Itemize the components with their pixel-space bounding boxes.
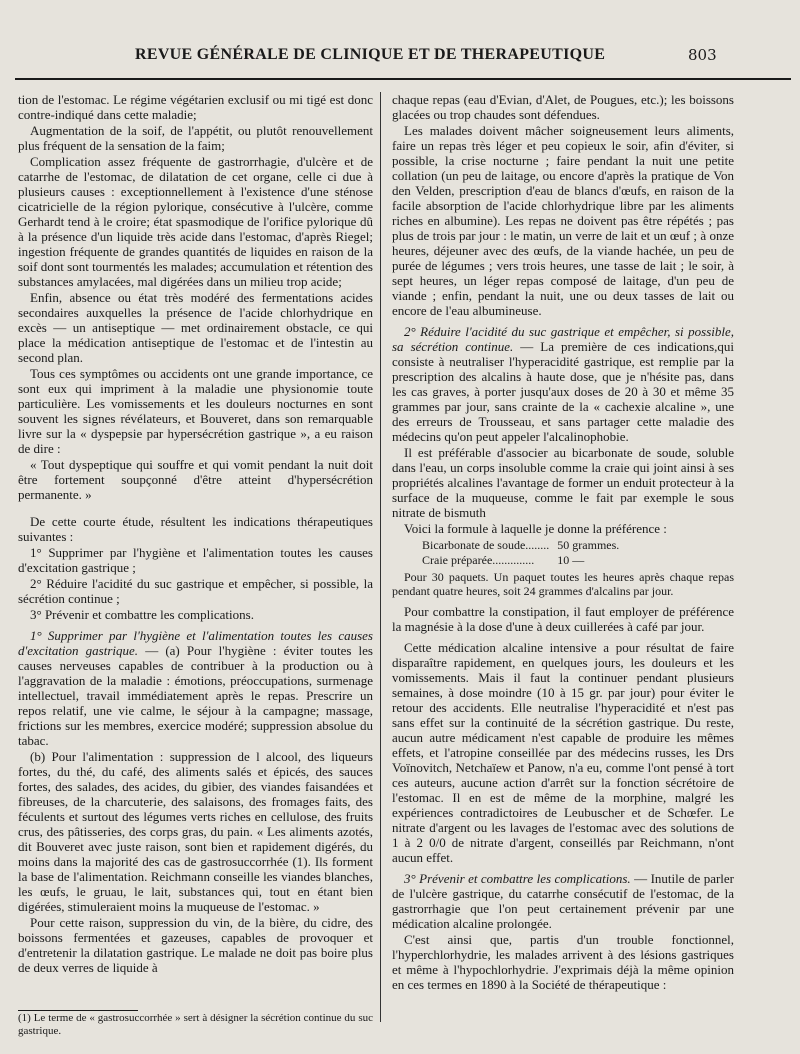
formula-quantity: 50 grammes.	[557, 538, 620, 552]
paragraph: Pour cette raison, suppression du vin, de la bière, du cidre, des boissons fermentées et gazeuses, capables de provoquer et d'entretenir la dilatation gastrique. Le malade ne doit pas boire plus de deux verres de liquide à	[18, 915, 373, 975]
indication-3: 3° Prévenir et combattre les complications.	[30, 607, 254, 622]
paragraph: Augmentation de la soif, de l'appétit, ou plutôt renouvellement plus fréquent de la sensation de la faim;	[18, 123, 373, 153]
paragraph: Complication assez fréquente de gastrorrhagie, d'ulcère et de catarrhe de l'estomac, de dilatation de cet organe, celle ci due à plusieurs causes : exceptionnellement à l'existence d'une sténose cicatricielle de la région pylorique, consécutive à l'ulcère, comme Gerhardt tend à le croire; état spasmodique de l'orifice pylorique dû à la présence d'un liquide très acide dans l'estomac, d'après Riegel; ingestion fréquente de grandes quantités de liquides en raison de la soif dont sont tourmentés les malades; accumulation et rétention des substances amylacées, mal digérées dans un milieu trop acide;	[18, 154, 373, 289]
column-divider	[380, 92, 381, 1022]
section-3-text: — Inutile de parler de l'ulcère gastrique, du catarrhe consécutif de l'estomac, de la gastrorrhagie que l'on peut certainement prévenir par une médication alcaline prolongée.	[392, 871, 735, 931]
page-header	[0, 40, 800, 70]
quote: « Tout dyspeptique qui souffre et qui vomit pendant la nuit doit être fortement soupçonné d'être atteint d'hypersécrétion permanente. »	[18, 457, 373, 502]
left-column	[18, 92, 373, 976]
right-column	[392, 92, 734, 993]
section-1-title: 1° Supprimer par l'hygiène et l'alimentation toutes les causes d'excitation gastrique.	[18, 628, 373, 658]
paragraph: Il est préférable d'associer au bicarbonate de soude, soluble dans l'eau, un corps insoluble comme la craie qui joint ainsi à ses propriétés alcalines l'avantage de former un enduit protecteur à la surface de la muqueuse, comme le fait par exemple le sous nitrate de bismuth	[392, 445, 734, 520]
section-2-title: 2° Réduire l'acidité du suc gastrique et empêcher, si possible, sa sécrétion continue.	[392, 324, 734, 354]
paragraph: Tous ces symptômes ou accidents ont une grande importance, ce sont eux qui impriment à la maladie une physionomie toute particulière. Les vomissements et les douleurs nocturnes en sont souvent les signes révélateurs, et Bouveret, dans son remarquable livre sur la « dyspepsie par hypersécrétion gastrique », a eu raison de dire :	[18, 366, 373, 456]
indication-2: 2° Réduire l'acidité du suc gastrique et empêcher, si possible, la sécrétion continue ;	[18, 576, 373, 606]
formula-quantity: 10 —	[557, 553, 585, 567]
section-3-title: 3° Prévenir et combattre les complications.	[404, 871, 631, 886]
formula-row	[422, 553, 627, 568]
formula-ingredient: Craie préparée..............	[422, 553, 535, 567]
paragraph: Les malades doivent mâcher soigneusement leurs aliments, faire un repas très léger et peu copieux le soir, afin d'éviter, si possible, la crise nocturne ; faire pendant la nuit une petite collation (un peu de laitage, ou encore d'après la pratique de Von den Velden, prescription d'eau de blancs d'œufs, en raison de la facile absorption de l'acide chlorhydrique libre par les aliments riches en albumine). Les repas ne doivent pas être répétés ; pas plus de trois par jour : le matin, un verre de lait et un œuf ; à onze heures, déjeuner avec des œufs, de la viande hachée, un peu de purée de légumes ; vers trois heures, une tasse de lait ; le soir, à sept heures, un léger repas composé de laitage, d'un peu de viande ; enfin, pendant la nuit, une ou deux tasses de lait ou encore de l'eau albumineuse.	[392, 123, 734, 318]
paragraph: De cette courte étude, résultent les indications thérapeutiques suivantes :	[18, 514, 373, 544]
section-2	[392, 324, 734, 444]
paragraph: Pour combattre la constipation, il faut employer de préférence la magnésie à la dose d'une à deux cuillerées à café par jour.	[392, 604, 734, 634]
paragraph: Voici la formule à laquelle je donne la préférence :	[404, 521, 667, 536]
paragraph: chaque repas (eau d'Evian, d'Alet, de Pougues, etc.); les boissons glacées ou trop chaudes sont défendues.	[392, 92, 734, 122]
section-1-text: — (a) Pour l'hygiène : éviter toutes les causes nerveuses capables de contribuer à la production ou à l'aggravation de la maladie : émotions, préoccupations, surmenage intellectuel, travail immédiatement après le repas. Prescrire un repos relatif, une vie calme, le séjour à la campagne; massage, frictions sur les membres, exercice modéré; suppression absolue du tabac.	[18, 643, 373, 748]
paragraph: tion de l'estomac. Le régime végétarien exclusif ou mi tigé est donc contre-indiqué dans cette maladie;	[18, 92, 373, 122]
running-title: REVUE GÉNÉRALE DE CLINIQUE ET DE THERAPEUTIQUE	[135, 46, 606, 63]
section-1	[18, 628, 373, 748]
indication-1: 1° Supprimer par l'hygiène et l'alimentation toutes les causes d'excitation gastrique ;	[18, 545, 373, 575]
paragraph: C'est ainsi que, partis d'un trouble fonctionnel, l'hyperchlorhydrie, les malades arrivent à des lésions gastriques et même à l'hypochlorhydrie. J'exprimais déjà la même opinion en ces termes en 1890 à la Société de thérapeutique :	[392, 932, 734, 992]
footnote: (1) Le terme de « gastrosuccorrhée » sert à désigner la sécrétion continue du suc gastrique.	[18, 1012, 373, 1037]
paragraph: Pour 30 paquets. Un paquet toutes les heures après chaque repas pendant quatre heures, soit 24 grammes d'alcalins par jour.	[392, 570, 734, 598]
paragraph: Enfin, absence ou état très modéré des fermentations acides secondaires auxquelles la présence de l'acide chlorhydrique en excès — un antiseptique — met ordinairement obstacle, ce qui place la médication antiseptique de l'estomac et de l'intestin au second plan.	[18, 290, 373, 365]
footnote-rule	[18, 1010, 138, 1011]
header-rule	[15, 78, 791, 80]
paragraph: Cette médication alcaline intensive a pour résultat de faire disparaître rapidement, en quelques jours, les douleurs et les vomissements. Mais il faut la continuer pendant plusieurs semaines, à dose moindre (10 à 15 gr. par jour) pour éviter le retour des accidents. Elle neutralise l'hyperacidité et n'est pas sans effet sur la continuité de la sécrétion gastrique. Du reste, aucun autre médicament n'est capable de produire les mêmes effets, et l'atropine conseillée par des médecins russes, les Drs Voïnovitch, Netchaïew et Panow, n'a eu, comme l'ont pensé à tort ces auteurs, aucune action d'arrêt sur la fonction sécrétoire de l'estomac. Il en est de même de la morphine, malgré les expériences contradictoires de Leubuscher et de Schœfer. Le nitrate d'argent ou les lavages de l'estomac avec des solutions de 1 à 2 0/0 de nitrate d'argent, conseillés par Reichmann, n'ont aucun effet.	[392, 640, 734, 865]
formula-ingredient: Bicarbonate de soude........	[422, 538, 550, 552]
section-2-text: — La première de ces indications,qui consiste à neutraliser l'hyperacidité gastrique, est remplie par la prescription des alcalins à haute dose, que je n'hésite pas, dans les cas graves, à porter jusqu'aux doses de 20 à 30 et même 35 grammes par jour, sans crainte de la « cachexie alcaline », une des erreurs de Trousseau, et sans partager cette maladie des médecins qu'on peut appeler l'alcalinophobie.	[392, 339, 734, 444]
formula-table	[422, 538, 627, 568]
section-3	[392, 871, 734, 931]
page-number: 803	[688, 46, 717, 64]
paragraph: (b) Pour l'alimentation : suppression de l alcool, des liqueurs fortes, du thé, du café, des aliments salés et épicés, des sauces fortes, des salades, des acides, du gibier, des viandes faisandées et fibreuses, de la charcuterie, des salaisons, des fromages faits, des féculents et surtout des légumes verts riches en cellulose, des fruits crus, des pâtisseries, des corps gras, du pain. « Les aliments azotés, dit Bouveret avec juste raison, sont bien et rapidement digérés, du moins dans la majorité des cas de gastrosuccorrhée (1). Ils forment la base de l'alimentation. Reichmann conseille les viandes blanches, les œufs, le gruau, le lait, substances qui, tout en étant bien digérées, stimuleraient moins la muqueuse de l'estomac. »	[18, 749, 373, 914]
formula-row	[422, 538, 627, 553]
